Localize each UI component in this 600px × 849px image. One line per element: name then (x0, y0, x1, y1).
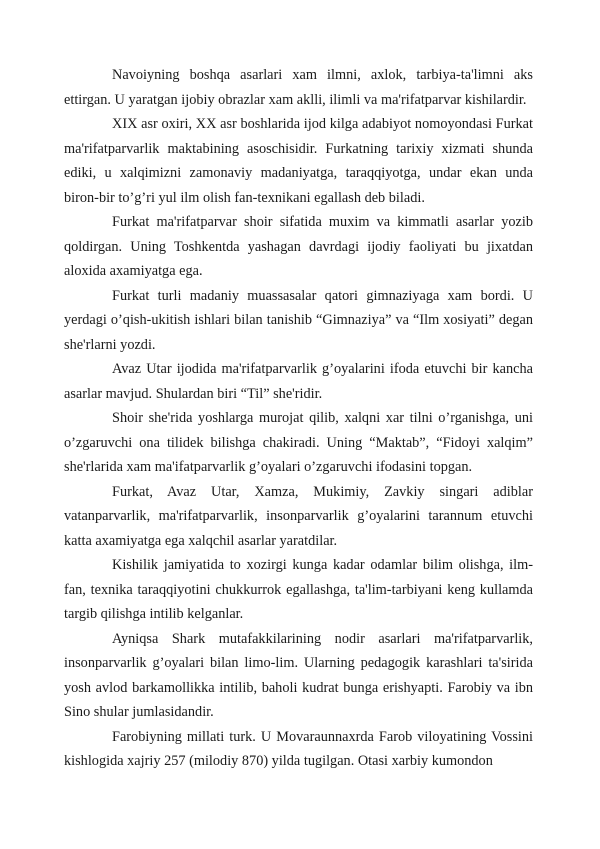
paragraph: Farobiyning millati turk. U Movaraunnaxrda Farob viloyatining Vossini kishlogida xajriy 257 (milodiy 870) yilda tugilgan. Otasi xarbiy kumondon (64, 728, 533, 769)
paragraph: Furkat ma'rifatparvar shoir sifatida muxim va kimmatli asarlar yozib qoldirgan. Uning Toshkentda yashagan davrdagi ijodiy faoliyati bu jixatdan aloxida axamiyatga ega. (64, 214, 533, 279)
paragraph: Navoiyning boshqa asarlari xam ilmni, axlok, tarbiya-ta'limni aks ettirgan. U yaratgan ijobiy obrazlar xam aklli, ilimli va ma'rifatparvar kishilardir. (64, 67, 533, 108)
paragraph: Avaz Utar ijodida ma'rifatparvarlik g’oyalarini ifoda etuvchi bir kancha asarlar mavjud. Shulardan biri “Til” she'ridir. (64, 361, 533, 402)
paragraph: XIX asr oxiri, XX asr boshlarida ijod kilga adabiyot nomoyondasi Furkat ma'rifatparvarlik maktabining asoschisidir. Furkatning tarixiy xizmati shunda ediki, u xalqimizni zamonaviy madaniyatga, taraqqiyotga, undar ekan unda biron-bir to’g’ri yul ilm olish fan-texnikani egallash deb biladi. (64, 116, 533, 206)
document-body (64, 63, 533, 774)
paragraph: Shoir she'rida yoshlarga murojat qilib, xalqni xar tilni o’rganishga, uni o’zgaruvchi ona tilidek bilishga chakiradi. Uning “Maktab”, “Fidoyi xalqim” she'rlarida xam ma'ifatparvarlik g’oyalari o’zgaruvchi ifodasini topgan. (64, 410, 533, 475)
paragraph: Furkat, Avaz Utar, Xamza, Mukimiy, Zavkiy singari adiblar vatanparvarlik, ma'rifatparvarlik, insonparvarlik g’oyalarini tarannum etuvchi katta axamiyatga ega xalqchil asarlar yaratdilar. (64, 483, 533, 549)
paragraph: Furkat turli madaniy muassasalar qatori gimnaziyaga xam bordi. U yerdagi o’qish-ukitish ishlari bilan tanishib “Gimnaziya” va “Ilm xosiyati” degan she'rlarni yozdi. (64, 287, 533, 353)
paragraph: Ayniqsa Shark mutafakkilarining nodir asarlari ma'rifatparvarlik, insonparvarlik g’oyalari bilan limo-lim. Ularning pedagogik karashlari ta'sirida yosh avlod barkamollikka intilib, baholi kudrat bunga erishyapti. Farobiy va ibn Sino shular jumlasidandir. (64, 630, 533, 720)
paragraph: Kishilik jamiyatida to xozirgi kunga kadar odamlar bilim olishga, ilm-fan, texnika taraqqiyotini chukkurrok egallashga, ta'lim-tarbiyani keng kullamda targib qilishga intilib kelganlar. (64, 557, 533, 622)
